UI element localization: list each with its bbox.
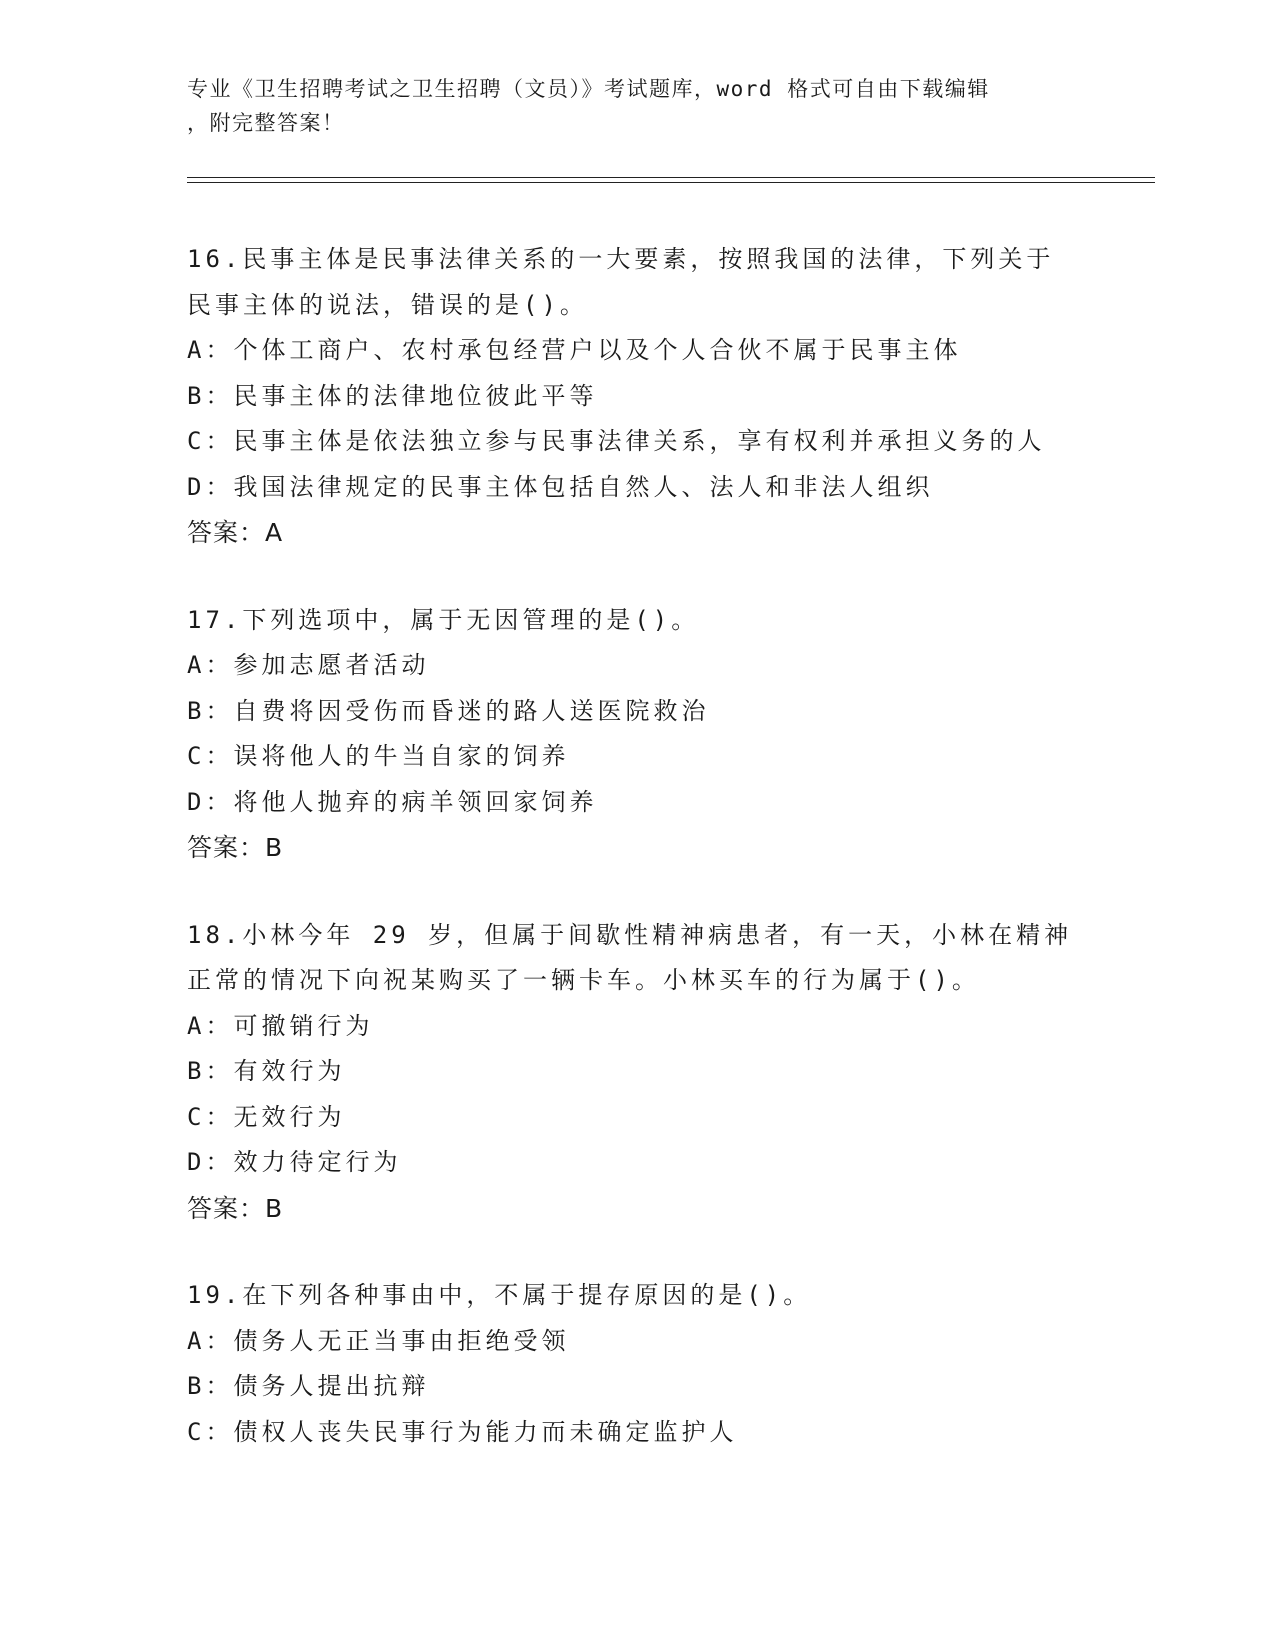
answer-line: 答案：A xyxy=(187,518,284,547)
question-18 xyxy=(187,913,1087,1232)
header-rule-bottom xyxy=(187,182,1155,183)
option-c: C：民事主体是依法独立参与民事法律关系，享有权利并承担义务的人 xyxy=(187,427,1046,455)
option-b: B：自费将因受伤而昏迷的路人送医院救治 xyxy=(187,696,710,725)
question-stem: 正常的情况下向祝某购买了一辆卡车。小林买车的行为属于()。 xyxy=(187,966,980,994)
question-16 xyxy=(187,237,1087,556)
option-c: C：无效行为 xyxy=(187,1102,346,1131)
question-stem: 19.在下列各种事由中，不属于提存原因的是()。 xyxy=(187,1281,812,1309)
header-line-1: 专业《卫生招聘考试之卫生招聘（文员）》考试题库，word 格式可自由下载编辑 xyxy=(187,77,990,101)
header-rule-top xyxy=(187,177,1155,178)
option-a: A：参加志愿者活动 xyxy=(187,651,430,679)
question-stem: 16.民事主体是民事法律关系的一大要素，按照我国的法律，下列关于 xyxy=(187,245,1055,273)
option-c: C：债权人丧失民事行为能力而未确定监护人 xyxy=(187,1417,738,1446)
question-list xyxy=(187,237,1087,1497)
option-d: D：我国法律规定的民事主体包括自然人、法人和非法人组织 xyxy=(187,472,934,501)
document-header xyxy=(187,72,1067,140)
option-b: B：民事主体的法律地位彼此平等 xyxy=(187,381,598,410)
question-19 xyxy=(187,1273,1087,1455)
option-c: C：误将他人的牛当自家的饲养 xyxy=(187,742,570,770)
header-line-2: ，附完整答案！ xyxy=(187,111,345,135)
option-d: D：效力待定行为 xyxy=(187,1148,402,1176)
option-a: A：个体工商户、农村承包经营户以及个人合伙不属于民事主体 xyxy=(187,336,962,364)
option-b: B：债务人提出抗辩 xyxy=(187,1372,430,1400)
question-17 xyxy=(187,598,1087,871)
option-b: B：有效行为 xyxy=(187,1057,346,1085)
option-a: A：可撤销行为 xyxy=(187,1011,374,1040)
option-d: D：将他人抛弃的病羊领回家饲养 xyxy=(187,787,598,816)
answer-line: 答案：B xyxy=(187,833,284,862)
option-a: A：债务人无正当事由拒绝受领 xyxy=(187,1326,570,1355)
answer-line: 答案：B xyxy=(187,1193,284,1223)
question-stem: 民事主体的说法，错误的是()。 xyxy=(187,290,588,319)
question-stem: 17.下列选项中，属于无因管理的是()。 xyxy=(187,605,700,634)
question-stem: 18.小林今年 29 岁，但属于间歇性精神病患者，有一天，小林在精神 xyxy=(187,920,1073,949)
